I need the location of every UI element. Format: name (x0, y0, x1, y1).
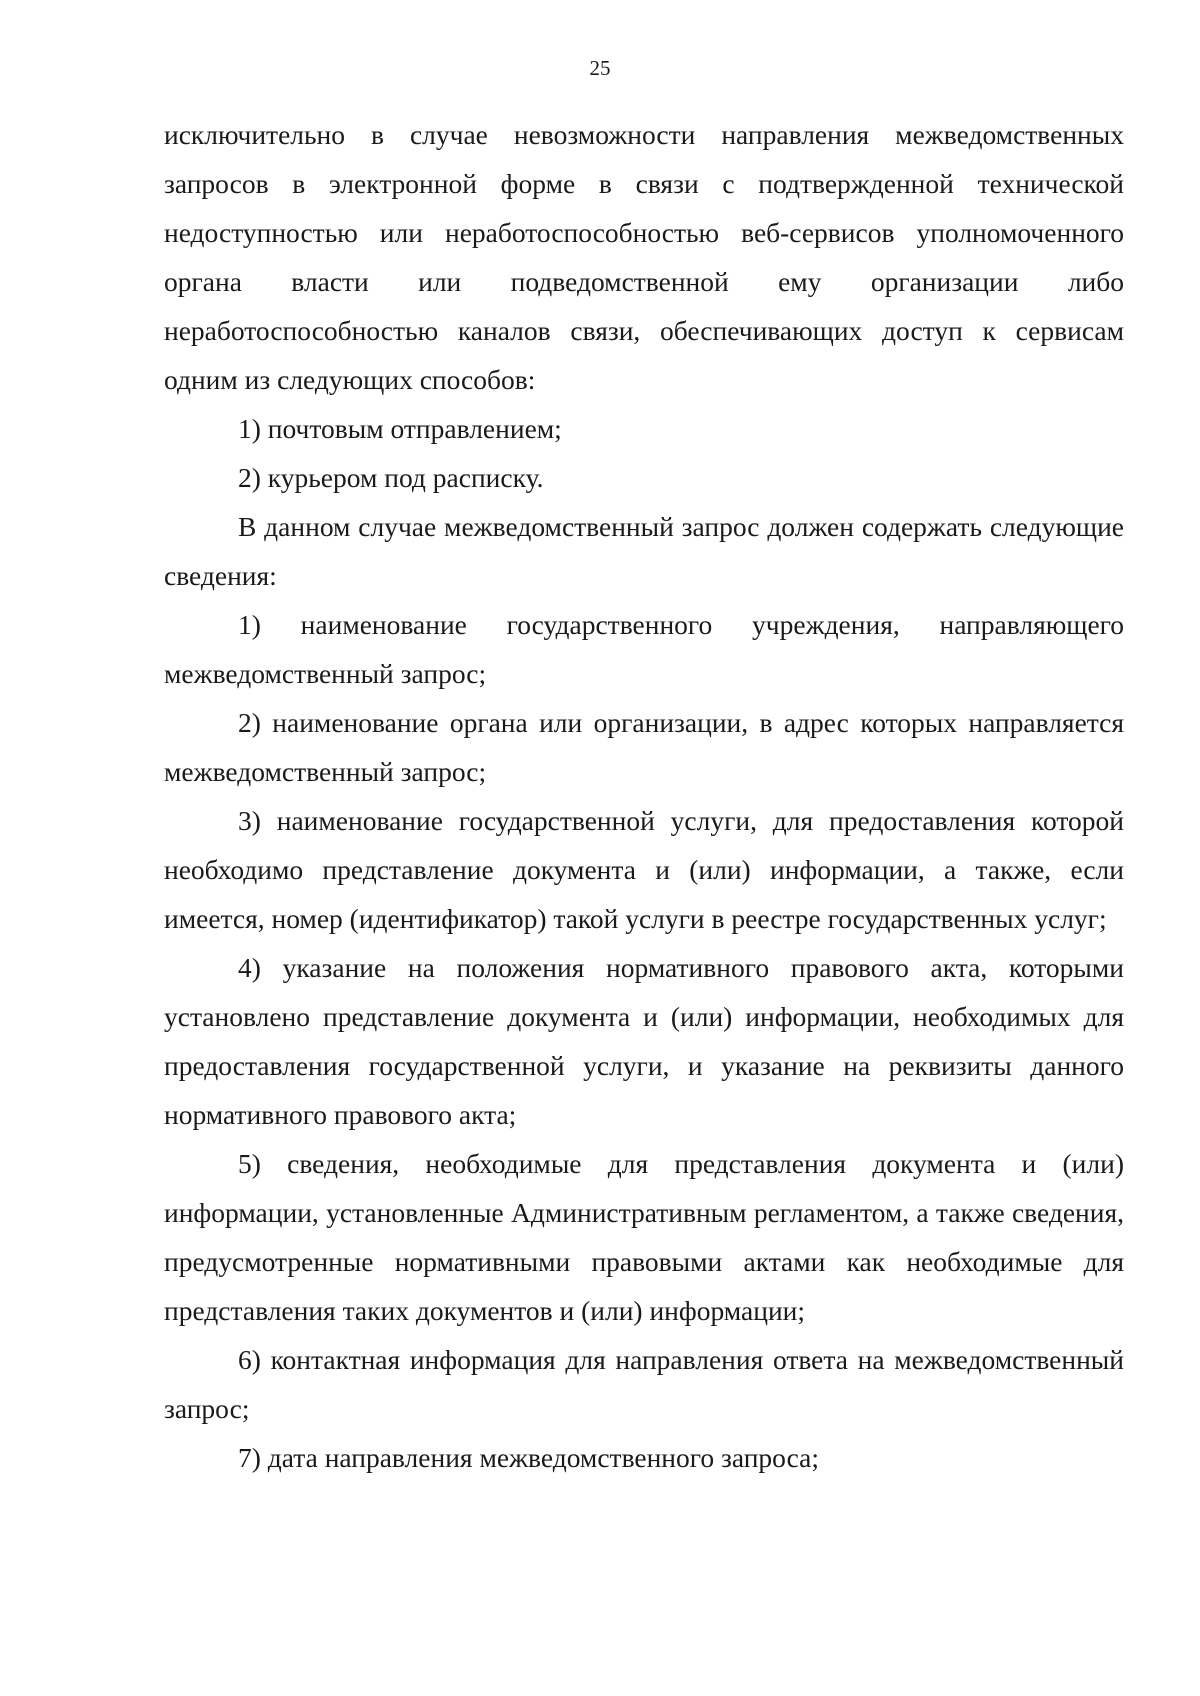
list-item-6: 6) контактная информация для направления ответа на межведомственный запрос; (164, 1344, 1124, 1424)
list-item-5: 5) сведения, необходимые для представления документа и (или) информации, установленные Административным регламентом, а также сведения, предусмотренные нормативными правовыми актами как необходимые для представления таких документов и (или) информации; (164, 1148, 1124, 1326)
list-item-postal: 1) почтовым отправлением; (238, 413, 562, 444)
paragraph-request-contents: В данном случае межведомственный запрос должен содержать следующие сведения: (164, 511, 1124, 591)
paragraph-intro: исключительно в случае невозможности направления межведомственных запросов в электронной форме в связи с подтвержденной технической недоступностью или неработоспособностью веб-сервисов уполномоченного органа власти или подведомственной ему организации либо неработоспособностью каналов связи, обеспечивающих доступ к сервисам одним из следующих способов: (164, 119, 1124, 395)
list-item-courier: 2) курьером под расписку. (238, 462, 544, 493)
list-item-2: 2) наименование органа или организации, в адрес которых направляется межведомственный запрос; (164, 707, 1124, 787)
list-item-1: 1) наименование государственного учреждения, направляющего межведомственный запрос; (164, 609, 1124, 689)
list-item-3: 3) наименование государственной услуги, для предоставления которой необходимо представление документа и (или) информации, а также, если имеется, номер (идентификатор) такой услуги в реестре государственных услуг; (164, 805, 1124, 934)
list-item-7: 7) дата направления межведомственного запроса; (238, 1442, 819, 1473)
document-body (164, 110, 1124, 1482)
page-number: 25 (589, 56, 611, 80)
list-item-4: 4) указание на положения нормативного правового акта, которыми установлено представление документа и (или) информации, необходимых для предоставления государственной услуги, и указание на реквизиты данного нормативного правового акта; (164, 952, 1124, 1130)
